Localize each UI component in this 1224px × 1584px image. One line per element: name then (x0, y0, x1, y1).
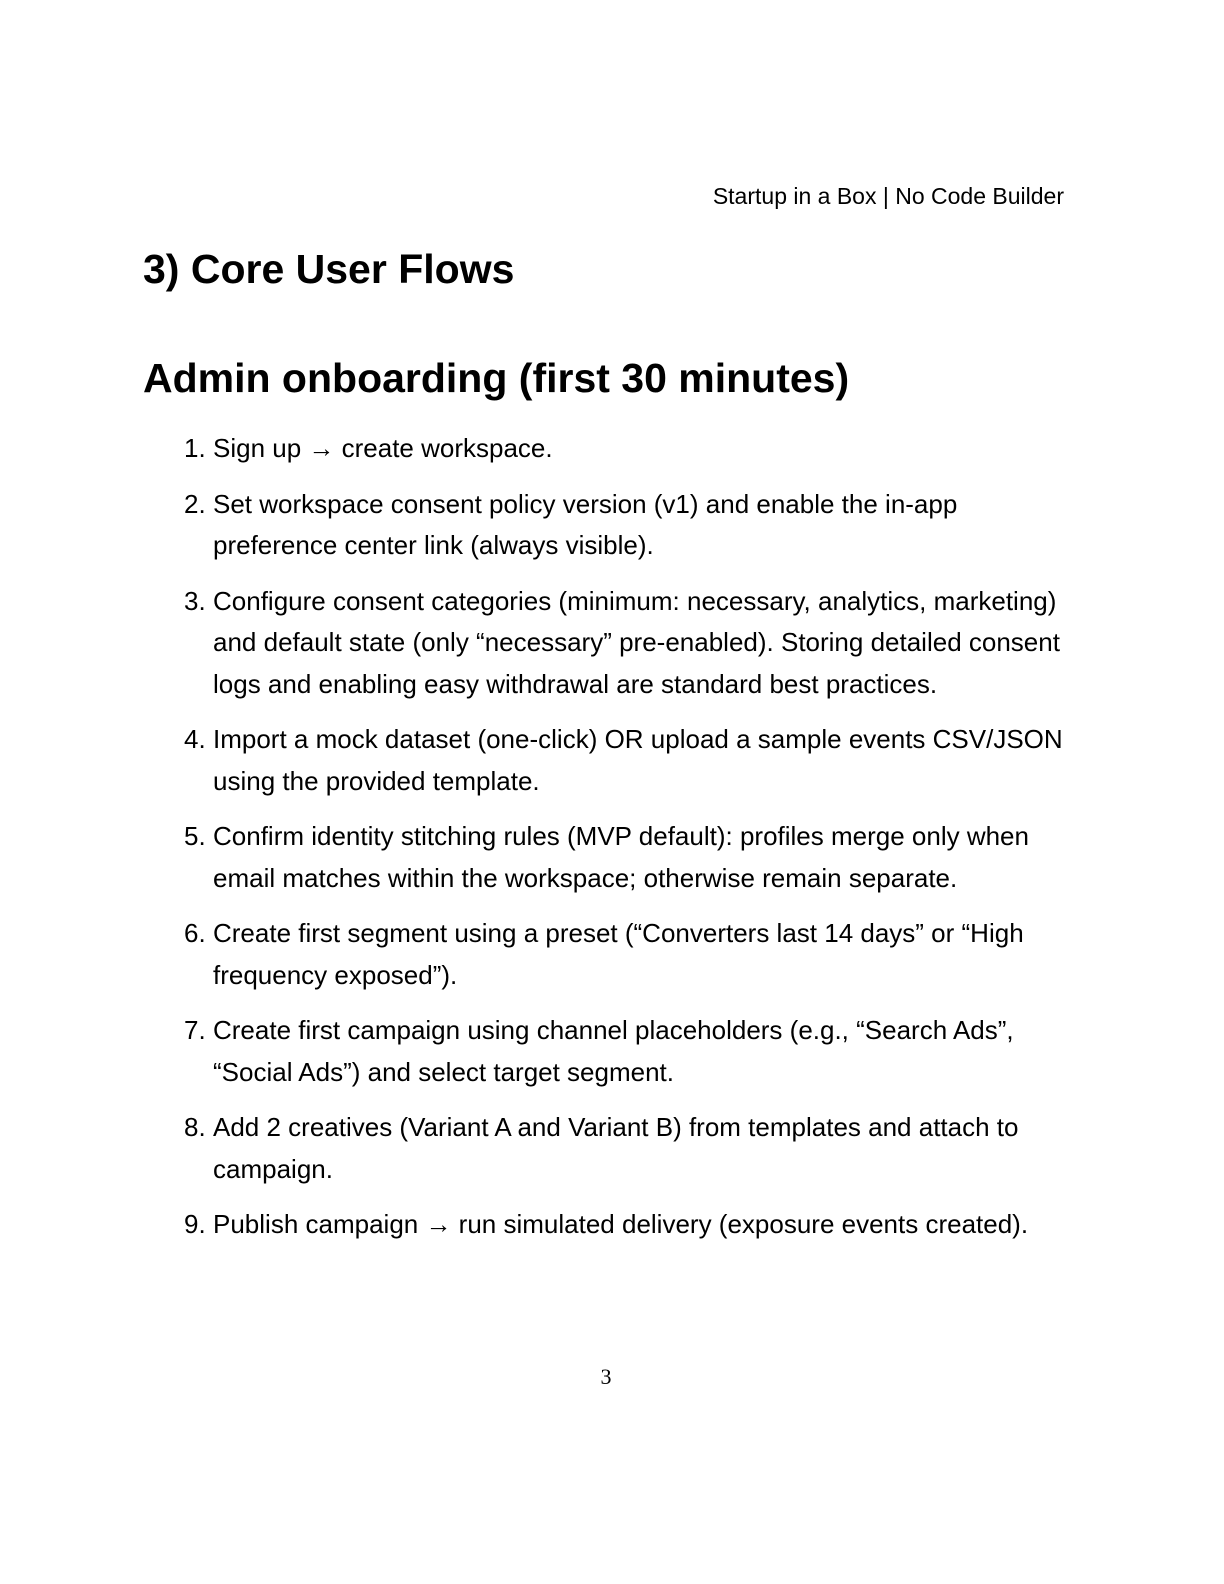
list-item (184, 581, 1073, 706)
step-text: Add 2 creatives (Variant A and Variant B) from templates and attach to campaign. (213, 1112, 1019, 1184)
list-item (184, 1107, 1073, 1190)
step-number: 7. (184, 1015, 206, 1045)
list-item (184, 913, 1073, 996)
list-item (184, 719, 1073, 802)
step-number: 4. (184, 724, 206, 754)
step-number: 3. (184, 585, 206, 616)
list-item (184, 428, 1073, 470)
step-text: Import a mock dataset (one-click) OR upload a sample events CSV/JSON using the provided template. (213, 724, 1063, 796)
step-text: Set workspace consent policy version (v1) and enable the in-app preference center link (always visible). (213, 488, 958, 560)
list-item (184, 1204, 1073, 1246)
step-number: 8. (184, 1112, 206, 1142)
step-text: Configure consent categories (minimum: necessary, analytics, marketing) and default state (only “necessary” pre-enabled). Storing detailed consent logs and enabling easy withdrawal are standard best practices. (213, 585, 1060, 699)
running-header: Startup in a Box | No Code Builder (712, 183, 1064, 209)
step-number: 2. (184, 488, 206, 519)
list-item (184, 1010, 1073, 1093)
subsection-heading: Admin onboarding (first 30 minutes) (143, 355, 850, 401)
step-text: Create first campaign using channel placeholders (e.g., “Search Ads”, “Social Ads”) and select target segment. (213, 1015, 1014, 1087)
section-heading: 3) Core User Flows (143, 246, 515, 292)
list-item (184, 816, 1073, 899)
step-number: 9. (184, 1209, 206, 1239)
step-number: 6. (184, 918, 206, 948)
list-item (184, 484, 1073, 567)
page-number: 3 (600, 1364, 612, 1389)
step-text: Sign up → create workspace. (213, 433, 553, 463)
step-number: 5. (184, 821, 206, 851)
step-text: Publish campaign → run simulated delivery (exposure events created). (213, 1209, 1029, 1239)
onboarding-steps-list (184, 428, 1073, 1260)
step-number: 1. (184, 433, 206, 463)
step-text: Confirm identity stitching rules (MVP default): profiles merge only when email matches within the workspace; otherwise remain separate. (213, 821, 1029, 893)
step-text: Create first segment using a preset (“Converters last 14 days” or “High frequency exposed”). (213, 918, 1024, 990)
